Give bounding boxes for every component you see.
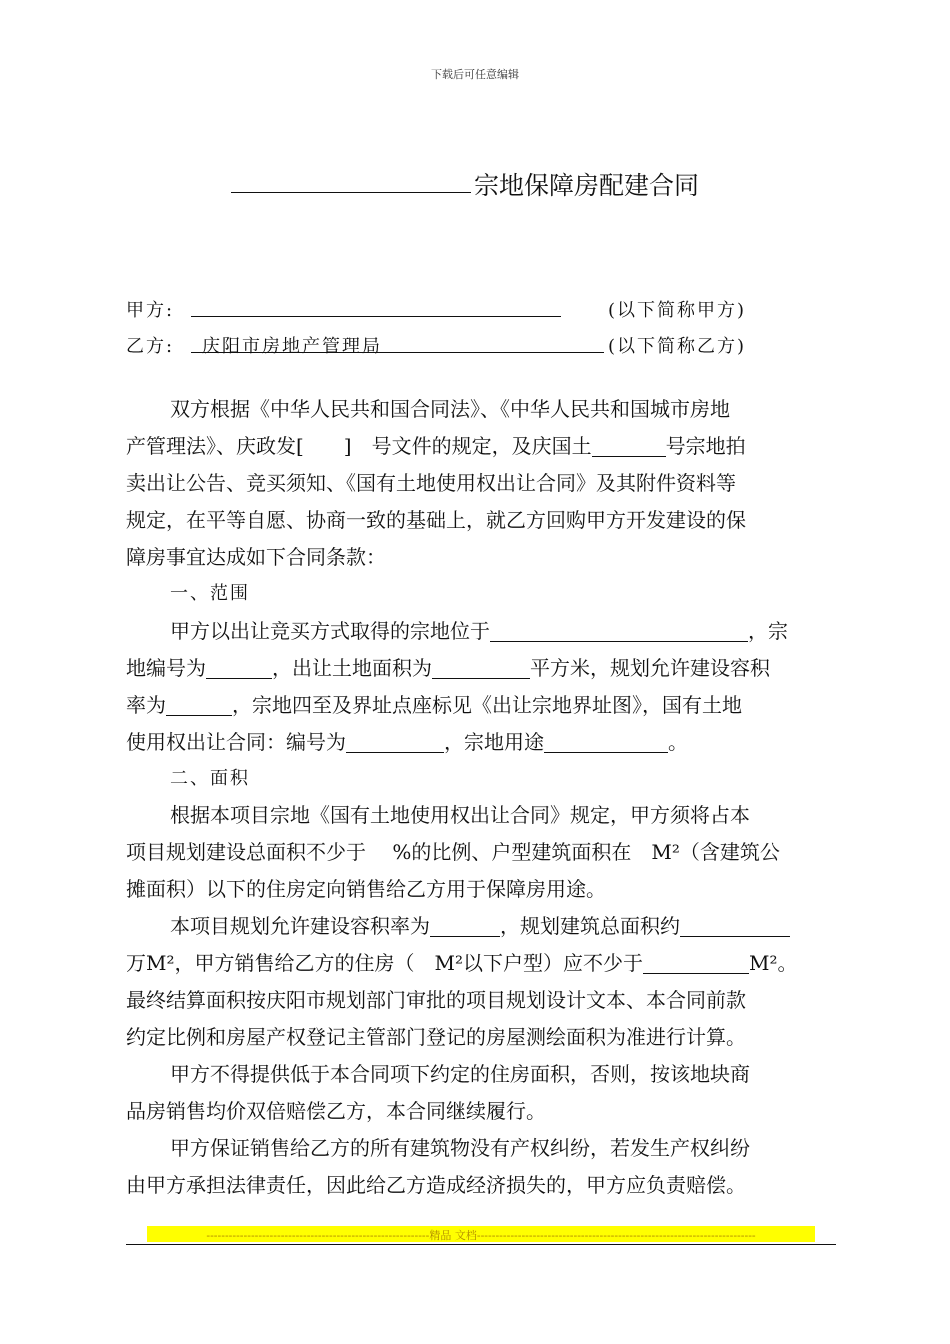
p4-line2-b: M²。 xyxy=(749,951,798,975)
section-heading-area: 二、面积 xyxy=(170,768,250,789)
p4-line3: 最终结算面积按庆阳市规划部门审批的项目规划设计文本、本合同前款 xyxy=(126,988,746,1012)
p2-line4-b: ，宗地用途 xyxy=(444,730,544,754)
document-title: 宗地保障房配建合同 xyxy=(474,171,700,200)
party-a-label: 甲方: xyxy=(126,300,175,321)
parcel-no-blank xyxy=(206,658,272,679)
land-no-blank xyxy=(592,436,666,457)
section-heading-scope: 一、范围 xyxy=(170,583,250,604)
party-b-name: 庆阳市房地产管理局 xyxy=(202,336,382,357)
p2-line2-b: ，出让土地面积为 xyxy=(272,656,432,680)
total-area-blank xyxy=(680,916,790,937)
ratio-blank xyxy=(166,695,232,716)
p1-line3: 卖出让公告、竞买须知、《国有土地使用权出让合同》及其附件资料等 xyxy=(126,471,736,495)
header-note: 下载后可任意编辑 xyxy=(431,68,519,81)
title-blank-line xyxy=(231,192,471,193)
location-blank xyxy=(490,621,748,642)
land-area-blank xyxy=(432,658,530,679)
p2-line3 xyxy=(126,689,742,718)
p2-line1-b: ，宗 xyxy=(748,619,788,643)
p3-line1: 根据本项目宗地《国有土地使用权出让合同》规定，甲方须将占本 xyxy=(170,803,750,827)
p2-line3-a: 率为 xyxy=(126,693,166,717)
party-b-suffix: (以下简称乙方) xyxy=(608,336,747,357)
p1-line2-b: 号宗地拍 xyxy=(665,434,746,458)
party-a-suffix: (以下简称甲方) xyxy=(608,300,747,321)
p3-line3: 摊面积）以下的住房定向销售给乙方用于保障房用途。 xyxy=(126,877,606,901)
p5-line2: 品房销售均价双倍赔偿乙方，本合同继续履行。 xyxy=(126,1099,546,1123)
p2-line4-a: 使用权出让合同：编号为 xyxy=(126,730,346,754)
plot-ratio-blank xyxy=(430,916,500,937)
p2-line2-a: 地编号为 xyxy=(126,656,206,680)
p1-line4: 规定，在平等自愿、协商一致的基础上，就乙方回购甲方开发建设的保 xyxy=(126,508,746,532)
p4-line1-a: 本项目规划允许建设容积率为 xyxy=(170,914,430,938)
p2-line4 xyxy=(126,726,688,755)
footer-text: ------------------------------------------------------------精品 文档--------------------------------------------------------------------------- xyxy=(206,1229,756,1242)
p6-line1: 甲方保证销售给乙方的所有建筑物没有产权纠纷，若发生产权纠纷 xyxy=(170,1136,750,1160)
p2-line2-c: 平方米，规划允许建设容积 xyxy=(530,656,770,680)
p4-line1-b: ，规划建筑总面积约 xyxy=(500,914,680,938)
p1-line2 xyxy=(126,430,746,459)
p1-line5: 障房事宜达成如下合同条款： xyxy=(126,545,386,569)
min-area-blank xyxy=(643,953,749,974)
party-a-blank xyxy=(191,316,561,317)
p4-line1 xyxy=(170,910,790,939)
p5-line1: 甲方不得提供低于本合同项下约定的住房面积，否则，按该地块商 xyxy=(170,1062,750,1086)
p1-line2-a: 产管理法》、庆政发[ ] 号文件的规定，及庆国土 xyxy=(126,434,592,458)
p1-line1: 双方根据《中华人民共和国合同法》、《中华人民共和国城市房地 xyxy=(170,397,730,421)
p4-line2-a: 万M²，甲方销售给乙方的住房（ M²以下户型）应不少于 xyxy=(126,951,643,975)
p4-line2 xyxy=(126,947,798,976)
p3-line2: 项目规划建设总面积不少于 %的比例、户型建筑面积在 M²（含建筑公 xyxy=(126,840,780,864)
land-use-blank xyxy=(544,732,668,753)
p2-line4-c: 。 xyxy=(668,730,688,754)
footer-rule xyxy=(126,1244,836,1245)
p2-line3-b: ，宗地四至及界址点座标见《出让宗地界址图》，国有土地 xyxy=(232,693,742,717)
contract-no-blank xyxy=(346,732,444,753)
p2-line1 xyxy=(170,615,788,644)
party-b-label: 乙方: xyxy=(126,336,175,357)
p2-line1-a: 甲方以出让竞买方式取得的宗地位于 xyxy=(170,619,490,643)
p4-line4: 约定比例和房屋产权登记主管部门登记的房屋测绘面积为准进行计算。 xyxy=(126,1025,746,1049)
p2-line2 xyxy=(126,652,770,681)
p6-line2: 由甲方承担法律责任，因此给乙方造成经济损失的，甲方应负责赔偿。 xyxy=(126,1173,746,1197)
